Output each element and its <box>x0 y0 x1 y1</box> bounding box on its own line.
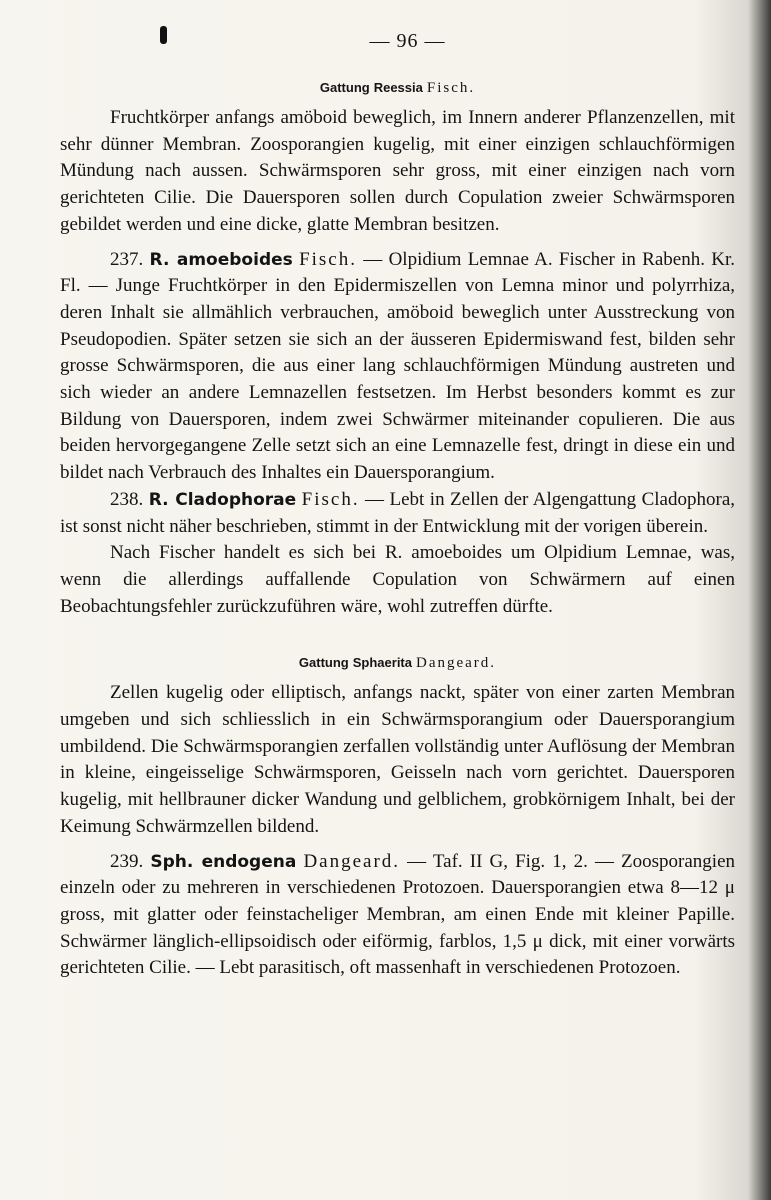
species-name: Sph. endogena <box>150 851 297 872</box>
heading-genus: Sphaerita <box>352 655 412 671</box>
ink-spot <box>160 26 167 44</box>
species-author: Dangeard. <box>303 850 401 872</box>
genus-description: Fruchtkörper anfangs amöboid beweglich, im Innern anderer Pflanzenzellen, mit sehr dünner Membran. Zoosporangien kugelig, mit einer einzigen schlauchförmigen Mündung nach aussen. Schwärmsporen sehr gross, mit einer einzigen nach vorn gerichteten Cilie. Die Dauersporen sollen durch Copulation zweier Schwärmsporen gebildet werden und eine dicke, glatte Membran besitzen. <box>60 107 735 235</box>
species-text: — Lebt in Zellen der Algengattung Cladophora, ist sonst nicht näher beschrieben, stimmt in der Entwicklung mit der vorigen überein. <box>60 488 735 537</box>
entry-number: 237. <box>110 248 144 270</box>
species-text: — Olpidium Lemnae A. Fischer in Rabenh. Kr. Fl. — Junge Fruchtkörper in den Epidermiszellen von Lemna minor und polyrrhiza, deren Inhalt sie allmählich verbrauchen, amöboid beweglich unter Ausstreckung von Pseudopodien. Später setzen sie sich an der äusseren Epidermiswand fest, bilden sehr grosse Schwärmsporen, die aus einer lang schlauchförmigen Mündung austreten und sich wieder an andere Lemnazellen festsetzen. Im Herbst besonders kommt es zur Bildung von Dauersporen, indem zwei Schwärmer miteinander copulieren. Die aus beiden hervorgegangene Zelle setzt sich an eine Lemnazelle fest, dringt in diese ein und bildet nach Verbrauch des Inhaltes ein Dauersporangium. <box>60 248 736 484</box>
heading-author: Fisch. <box>426 80 476 96</box>
species-entry <box>60 247 735 487</box>
species-name: R. amoeboides <box>149 249 293 270</box>
heading-prefix: Gattung <box>319 80 370 95</box>
page-number: — 96 — <box>369 30 446 52</box>
species-entry <box>60 849 735 983</box>
species-name: R. Cladophorae <box>148 489 297 510</box>
section-heading-reessia <box>60 79 735 97</box>
species-author: Fisch. <box>299 248 357 270</box>
heading-author: Dangeard. <box>416 655 497 672</box>
entry-number: 239. <box>110 850 144 872</box>
genus-note: Nach Fischer handelt es sich bei R. amoeboides um Olpidium Lemnae, was, wenn die allerdings auffallende Copulation von Schwärmern auf einen Beobachtungsfehler zurückzuführen wäre, wohl zutreffen dürfte. <box>60 542 735 617</box>
species-text: — Taf. II G, Fig. 1, 2. — Zoosporangien einzeln oder zu mehreren in verschiedenen Protozoen. Dauersporangien etwa 8—12 μ gross, mit glatter oder feinstacheliger Membran, am einen Ende mit kleiner Papille. Schwärmer länglich-ellipsoidisch oder eiförmig, farblos, 1,5 μ dick, mit einer vorwärts gerichteten Cilie. — Lebt parasitisch, oft massenhaft in verschiedenen Protozoen. <box>60 850 736 979</box>
section-heading-sphaerita <box>60 654 735 672</box>
heading-prefix: Gattung <box>298 655 349 671</box>
heading-genus: Reessia <box>373 80 423 95</box>
genus-description: Zellen kugelig oder elliptisch, anfangs nackt, später von einer zarten Membran umgeben und sich schliesslich in ein Schwärmsporangium oder Dauersporangium umbildend. Die Schwärmsporangien zerfallen vollständig unter Auflösung der Membran in kleine, eingeisselige Schwärmsporen, Geisseln nach vorn gerichtet. Dauersporen kugelig, mit hellbrauner dicker Wandung und gelblichem, grobkörnigem Inhalt, bei der Keimung Schwärmzellen bildend. <box>60 682 735 837</box>
entry-number: 238. <box>110 488 144 510</box>
species-author: Fisch. <box>301 488 360 510</box>
species-entry <box>60 487 735 540</box>
